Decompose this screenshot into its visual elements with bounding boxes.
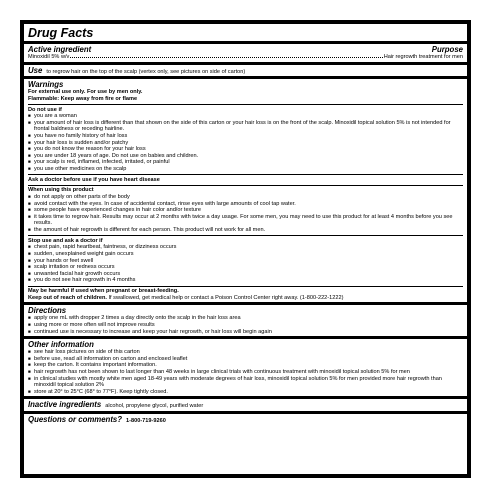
- questions-phone: 1-800-719-9260: [126, 417, 166, 424]
- purpose-value: Hair regrowth treatment for men: [383, 54, 463, 60]
- external-use-text: For external use only. For use by men only.: [28, 89, 143, 96]
- divider: [24, 336, 467, 339]
- list-item: ■ your hair loss is sudden and/or patchy: [28, 140, 463, 147]
- keep-out-bold: Keep out of reach of children.: [28, 294, 107, 301]
- questions-section: [28, 415, 463, 425]
- inactive-ingredients-text: alcohol, propylene glycol, purified water: [105, 403, 204, 410]
- list-item: ■ apply one mL with dropper 2 times a day directly onto the scalp in the hair loss area: [28, 315, 463, 322]
- dot-leader: [70, 57, 382, 58]
- list-item: ■ the amount of hair regrowth is different for each person. This product will not work for all men.: [28, 227, 463, 234]
- list-item: ■ before use, read all information on carton and enclosed leaflet: [28, 356, 463, 363]
- inactive-ingredients-heading: Inactive ingredients: [28, 400, 102, 410]
- divider: [24, 62, 467, 65]
- list-item: ■ keep the carton. It contains important information.: [28, 362, 463, 369]
- list-item: ■ avoid contact with the eyes. In case of accidental contact, rinse eyes with large amounts of cool tap water.: [28, 201, 463, 208]
- divider: [24, 411, 467, 414]
- list-item: ■ store at 20° to 25°C (68° to 77°F). Keep tightly closed.: [28, 389, 463, 396]
- divider: [28, 104, 463, 105]
- list-item: ■ you are under 18 years of age. Do not use on babies and children.: [28, 153, 463, 160]
- list-item: ■ hair regrowth has not been shown to last longer than 48 weeks in large clinical trials with continuous treatment with minoxidil topical solution 5% for men: [28, 369, 463, 376]
- warnings-heading: Warnings: [28, 80, 64, 90]
- pregnancy-warning: May be harmful if used when pregnant or breast-feeding.: [28, 288, 179, 295]
- active-ingredient-section: [28, 45, 463, 61]
- list-item: ■ using more or more often will not improve results: [28, 322, 463, 329]
- active-heading-row: [28, 45, 463, 54]
- list-item: ■ you do not know the reason for your hair loss: [28, 146, 463, 153]
- divider: [28, 185, 463, 186]
- list-item: ■ your scalp is red, inflamed, infected, irritated, or painful: [28, 159, 463, 166]
- divider: [28, 286, 463, 287]
- use-section: [28, 66, 463, 76]
- active-ingredient-value: Minoxidil 5% w/v: [28, 54, 70, 60]
- flammable-text: Flammable: Keep away from fire or flame: [28, 95, 138, 102]
- stop-use-heading: Stop use and ask a doctor if: [28, 237, 103, 244]
- divider: [24, 41, 467, 44]
- other-information-section: [28, 340, 463, 395]
- list-item: ■ your hands or feet swell: [28, 258, 463, 265]
- list-item: ■ unwanted facial hair growth occurs: [28, 271, 463, 278]
- divider: [24, 396, 467, 399]
- drug-facts-title: Drug Facts: [28, 26, 94, 40]
- list-item: ■ in clinical studies with mostly white men aged 18-49 years with moderate degrees of hair loss, minoxidil topical solution 5% for men provided more hair regrowth than minoxidil topical solution 2%: [28, 376, 463, 389]
- active-ingredient-heading: Active ingredient: [28, 45, 92, 54]
- list-item: ■ chest pain, rapid heartbeat, faintness, or dizziness occurs: [28, 244, 463, 251]
- list-item: ■ your amount of hair loss is different than that shown on the side of this carton or your hair loss is on the front of the scalp. Minoxidil topical solution 5% is not intended for frontal baldness or receding hairline.: [28, 120, 463, 133]
- list-item: ■ it takes time to regrow hair. Results may occur at 2 months with twice a day usage. For some men, you may need to use this product for at least 4 months before you see results.: [28, 214, 463, 227]
- list-item: ■ sudden, unexplained weight gain occurs: [28, 251, 463, 258]
- directions-list: [28, 315, 463, 335]
- list-item: ■ see hair loss pictures on side of this carton: [28, 349, 463, 356]
- warnings-section: [28, 80, 463, 301]
- questions-heading: Questions or comments?: [28, 414, 123, 424]
- list-item: ■ you use other medicines on the scalp: [28, 166, 463, 173]
- inactive-ingredients-section: [28, 400, 463, 410]
- directions-section: [28, 306, 463, 335]
- list-item: ■ you have no family history of hair loss: [28, 133, 463, 140]
- keep-out-rest: If swallowed, get medical help or contact a Poison Control Center right away. (1-800-222-1222): [106, 294, 344, 301]
- directions-heading: Directions: [28, 306, 67, 316]
- list-item: ■ you are a woman: [28, 113, 463, 120]
- other-information-heading: Other information: [28, 340, 94, 350]
- when-using-list: [28, 194, 463, 234]
- purpose-heading: Purpose: [431, 45, 463, 54]
- list-item: ■ scalp irritation or redness occurs: [28, 264, 463, 271]
- use-heading: Use: [28, 65, 43, 75]
- list-item: ■ you do not see hair regrowth in 4 months: [28, 277, 463, 284]
- do-not-use-heading: Do not use if: [28, 106, 62, 113]
- list-item: ■ some people have experienced changes in hair color and/or texture: [28, 207, 463, 214]
- keep-out-of-reach: [28, 295, 463, 302]
- divider: [24, 302, 467, 305]
- active-ingredient-row: [28, 54, 463, 61]
- other-information-list: [28, 349, 463, 395]
- list-item: ■ continued use is necessary to increase and keep your hair regrowth, or hair loss will begin again: [28, 329, 463, 336]
- drug-facts-panel: [20, 20, 471, 478]
- when-using-heading: When using this product: [28, 187, 94, 194]
- stop-use-list: [28, 244, 463, 284]
- use-text: to regrow hair on the top of the scalp (vertex only, see pictures on side of carton): [46, 68, 246, 75]
- divider: [28, 235, 463, 236]
- ask-doctor-text: Ask a doctor before use if you have heart disease: [28, 176, 160, 183]
- divider: [28, 174, 463, 175]
- do-not-use-list: [28, 113, 463, 172]
- list-item: ■ do not apply on other parts of the body: [28, 194, 463, 201]
- divider: [24, 76, 467, 79]
